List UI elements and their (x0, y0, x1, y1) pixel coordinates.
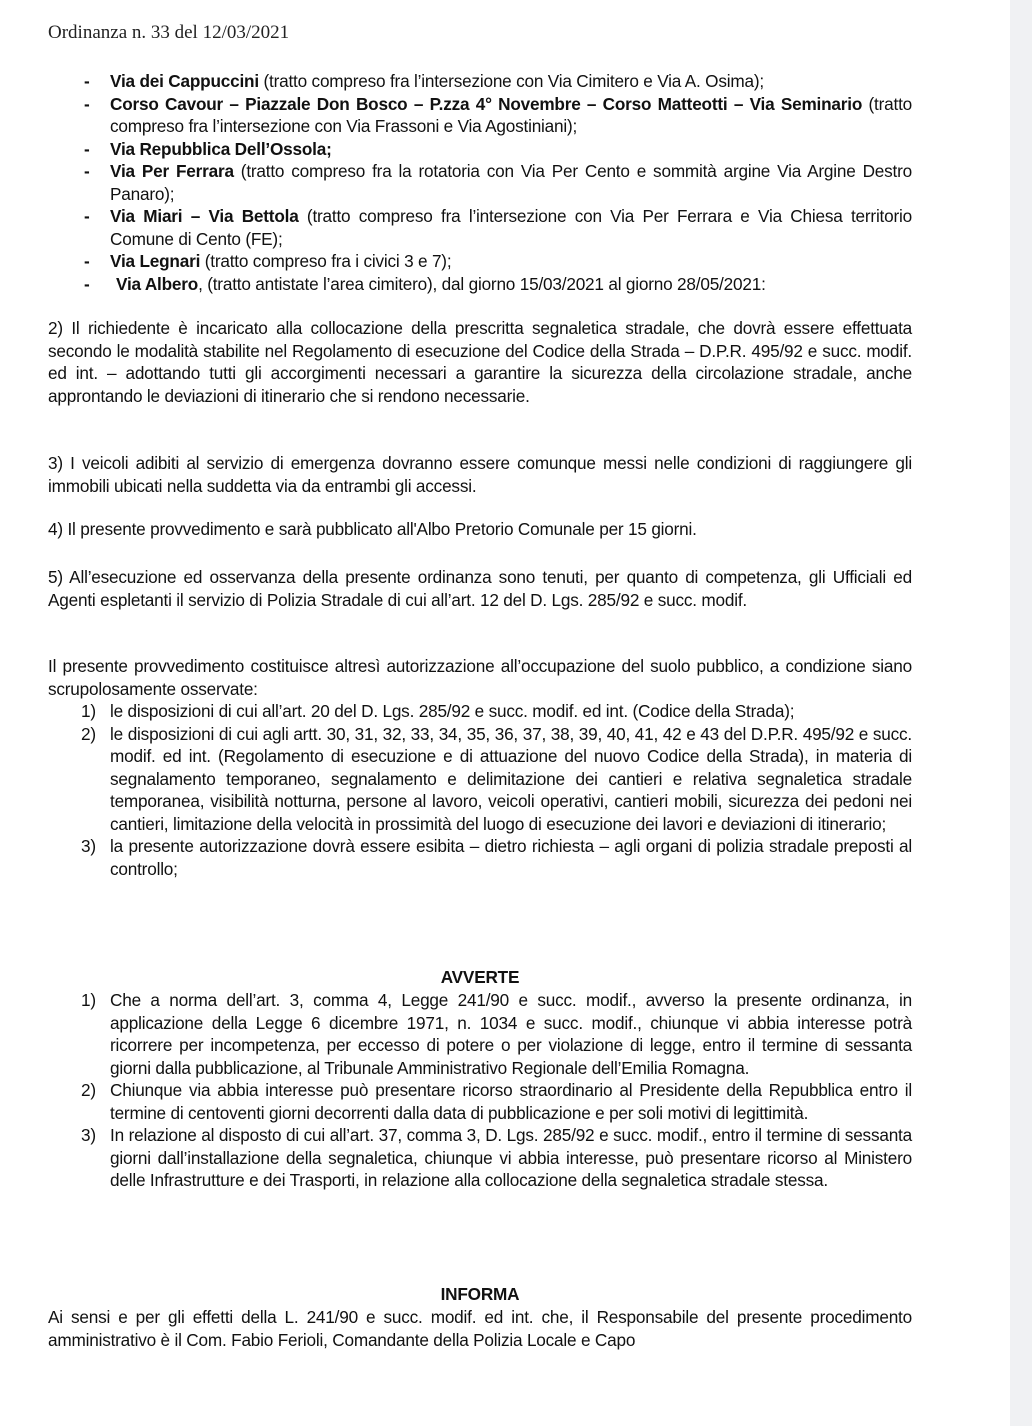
authorization-section (48, 655, 912, 880)
avverte-item (48, 1124, 912, 1192)
street-item (80, 250, 912, 273)
informa-title: INFORMA (440, 1284, 520, 1304)
paragraph-3: 3) I veicoli adibiti al servizio di emergenza dovranno essere comunque messi nelle condizioni di raggiungere gli immobili ubicati nella suddetta via da entrambi gli accessi. (48, 453, 912, 496)
paragraph-2: 2) Il richiedente è incaricato alla collocazione della prescritta segnaletica stradale, che dovrà essere effettuata secondo le modalità stabilite nel Regolamento di esecuzione del Codice della Strada – D.P.R. 495/92 e succ. modif. ed int. – adottando tutti gli accorgimenti necessari a garantire la sicurezza della circolazione stradale, anche approntando le deviazioni di itinerario che si rendono necessarie. (48, 318, 912, 406)
street-detail: (tratto compreso fra i civici 3 e 7); (200, 251, 452, 271)
item-text: la presente autorizzazione dovrà essere esibita – dietro richiesta – agli organi di polizia stradale preposti al controllo; (110, 836, 912, 879)
authorization-item (48, 723, 912, 836)
item-text: Che a norma dell’art. 3, comma 4, Legge 241/90 e succ. modif., avverso la presente ordinanza, in applicazione della Legge 6 dicembre 1971, n. 1034 e succ. modif., chiunque vi abbia interesse potrà ricorrere per incompetenza, per eccesso di potere o per violazione di legge, entro il termine di sessanta giorni dalla pubblicazione, al Tribunale Amministrativo Regionale dell’Emilia Romagna. (110, 990, 912, 1078)
paragraph-5: 5) All’esecuzione ed osservanza della presente ordinanza sono tenuti, per quanto di competenza, gli Ufficiali ed Agenti espletanti il servizio di Polizia Stradale di cui all’art. 12 del D. Lgs. 285/92 e succ. modif. (48, 567, 912, 610)
street-item (80, 160, 912, 205)
street-item (80, 93, 912, 138)
authorization-item (48, 835, 912, 880)
item-number: 3) (81, 1125, 96, 1145)
avverte-section (48, 989, 912, 1192)
street-detail: (tratto compreso fra l’intersezione con Via Per Ferrara e Via Chiesa territorio Comune di Cento (FE); (110, 206, 912, 249)
street-name: Via Per Ferrara (110, 161, 234, 181)
item-text: le disposizioni di cui all’art. 20 del D. Lgs. 285/92 e succ. modif. ed int. (Codice della Strada); (110, 701, 795, 721)
authorization-intro: Il presente provvedimento costituisce altresì autorizzazione all’occupazione del suolo pubblico, a condizione siano scrupolosamente osservate: (48, 656, 912, 699)
street-item (80, 70, 912, 93)
item-text: In relazione al disposto di cui all’art. 37, comma 3, D. Lgs. 285/92 e succ. modif., entro il termine di sessanta giorni dall’installazione della segnaletica, chiunque vi abbia interesse, può presentare ricorso al Ministero delle Infrastrutture e dei Trasporti, in relazione alla collocazione della segnaletica stradale stessa. (110, 1125, 912, 1190)
avverte-item (48, 1079, 912, 1124)
street-name: Via dei Cappuccini (110, 71, 259, 91)
street-name: Via Miari – Via Bettola (110, 206, 299, 226)
avverte-item (48, 989, 912, 1079)
viewer-side-strip (1010, 0, 1032, 1426)
street-detail: (tratto compreso fra la rotatoria con Via Per Cento e sommità argine Via Argine Destro Panaro); (110, 161, 912, 204)
street-name: Via Legnari (110, 251, 201, 271)
item-number: 1) (81, 990, 96, 1010)
street-detail: (tratto compreso fra l’intersezione con Via Frassoni e Via Agostiniani); (110, 93, 912, 136)
street-name: Via Repubblica Dell’Ossola; (110, 138, 332, 159)
street-item (80, 138, 912, 161)
informa-text: Ai sensi e per gli effetti della L. 241/90 e succ. modif. ed int. che, il Responsabile del presente procedimento amministrativo è il Com. Fabio Ferioli, Comandante della Polizia Locale e Capo (48, 1307, 912, 1350)
avverte-title: AVVERTE (440, 967, 520, 987)
street-item (80, 205, 912, 250)
street-list (80, 70, 912, 295)
item-text: Chiunque via abbia interesse può presentare ricorso straordinario al Presidente della Repubblica entro il termine di centoventi giorni decorrenti dalla data di pubblicazione e per soli motivi di legittimità. (110, 1080, 912, 1123)
document-header: Ordinanza n. 33 del 12/03/2021 (48, 22, 290, 43)
item-text: le disposizioni di cui agli artt. 30, 31, 32, 33, 34, 35, 36, 37, 38, 39, 40, 41, 42 e 43 del D.P.R. 495/92 e succ. modif. ed int. (Regolamento di esecuzione e di attuazione del nuovo Codice della Strada), in materia di segnalamento temporaneo, segnalamento e delimitazione dei cantieri e relativa segnaletica stradale temporanea, visibilità notturna, persone al lavoro, veicoli operativi, cantieri mobili, sicurezza dei pedoni nei cantieri, limitazione della velocità in prossimità del luogo di esecuzione dei lavori e deviazioni di itinerario; (110, 723, 912, 834)
item-number: 2) (81, 1080, 96, 1100)
street-item (80, 273, 912, 296)
item-number: 2) (81, 723, 96, 744)
item-number: 1) (81, 701, 96, 721)
avverte-list (48, 989, 912, 1192)
street-name: Via Albero (116, 273, 199, 294)
authorization-list (48, 700, 912, 880)
item-number: 3) (81, 836, 96, 856)
street-detail: , (tratto antistate l’area cimitero), dal giorno 15/03/2021 al giorno 28/05/2021: (198, 273, 766, 294)
street-name: Corso Cavour – Piazzale Don Bosco – P.zza 4° Novembre – Corso Matteotti – Via Seminario (110, 93, 863, 114)
paragraph-4: 4) Il presente provvedimento e sarà pubblicato all'Albo Pretorio Comunale per 15 giorni. (48, 519, 697, 539)
street-detail: (tratto compreso fra l’intersezione con Via Cimitero e Via A. Osima); (258, 71, 764, 91)
authorization-item (48, 700, 912, 723)
